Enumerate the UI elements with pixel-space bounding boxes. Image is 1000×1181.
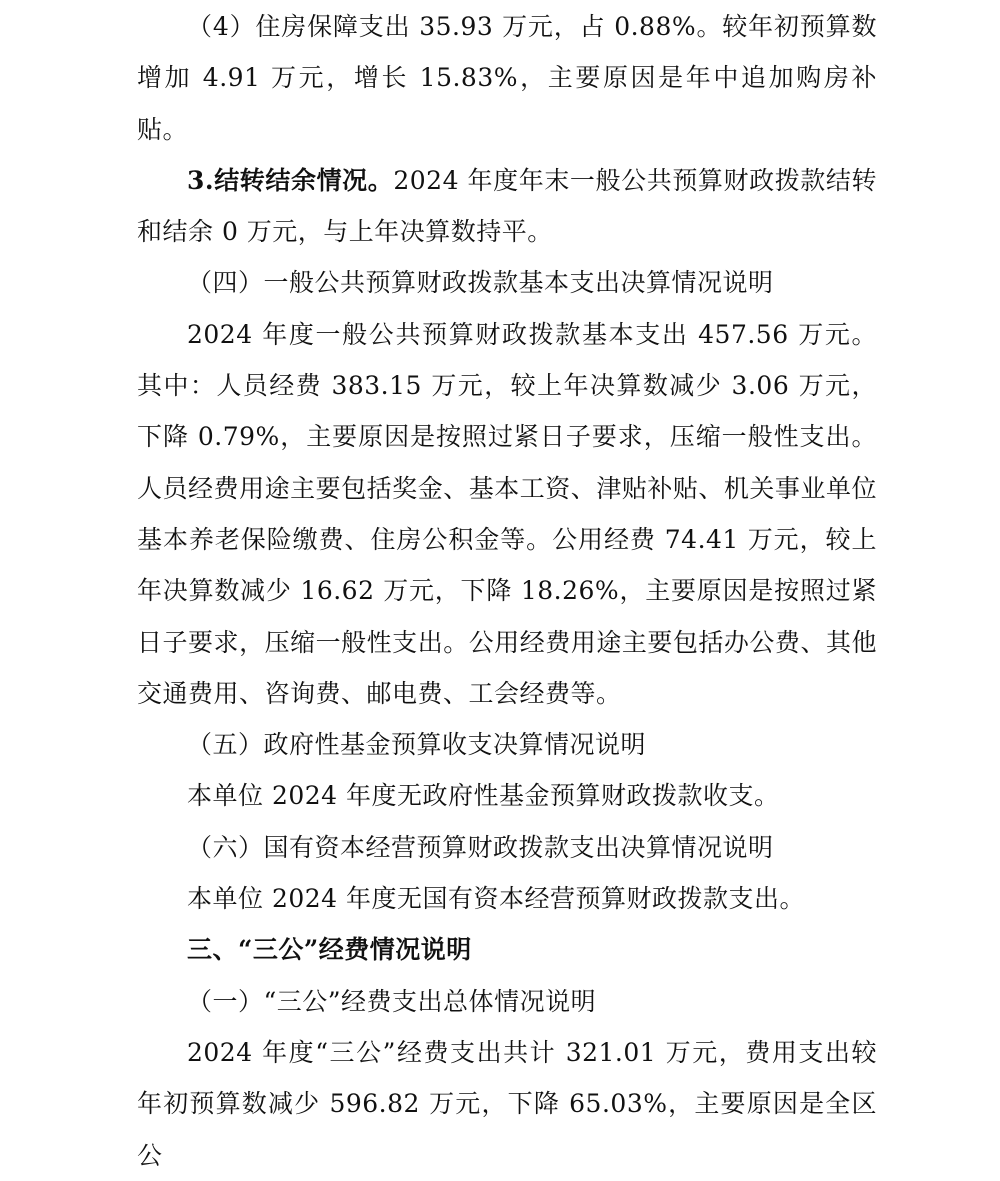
heading-three-public-overall: （一）“三公”经费支出总体情况说明 xyxy=(187,986,597,1016)
heading-government-fund: （五）政府性基金预算收支决算情况说明 xyxy=(187,730,647,760)
paragraph-basic-expense: 2024 年度一般公共预算财政拨款基本支出 457.56 万元。其中：人员经费 383.15 万元，较上年决算数减少 3.06 万元，下降 0.79%，主要原因是按照过紧日子要求，压缩一般性支出。人员经费用途主要包括奖金、基本工资、津贴补贴、机关事业单位基本养老保险缴费、住房公积金等。公用经费 74.41 万元，较上年决算数减少 16.62 万元，下降 18.26%，主要原因是按照过紧日子要求，压缩一般性支出。公用经费用途主要包括办公费、其他交通费用、咨询费、邮电费、工会经费等。 xyxy=(137,319,877,708)
heading-three-public: 三、“三公”经费情况说明 xyxy=(187,935,472,965)
carryover-text: 2024 年度年末一般公共预算财政拨款结转和结余 0 万元，与上年决算数持平。 xyxy=(137,165,877,247)
paragraph-carryover xyxy=(137,155,877,258)
heading-state-capital: （六）国有资本经营预算财政拨款支出决算情况说明 xyxy=(187,832,774,862)
paragraph-three-public-overall: 2024 年度“三公”经费支出共计 321.01 万元，费用支出较年初预算数减少 596.82 万元，下降 65.03%，主要原因是全区公 xyxy=(137,1037,877,1170)
document-page xyxy=(137,0,877,1181)
heading-basic-expense: （四）一般公共预算财政拨款基本支出决算情况说明 xyxy=(187,268,774,298)
paragraph-housing-expense: （4）住房保障支出 35.93 万元，占 0.88%。较年初预算数增加 4.91 万元，增长 15.83%，主要原因是年中追加购房补贴。 xyxy=(137,12,877,144)
carryover-lead: 3.结转结余情况。 xyxy=(187,165,394,195)
paragraph-government-fund: 本单位 2024 年度无政府性基金预算财政拨款收支。 xyxy=(187,781,780,811)
paragraph-state-capital: 本单位 2024 年度无国有资本经营预算财政拨款支出。 xyxy=(187,884,806,914)
